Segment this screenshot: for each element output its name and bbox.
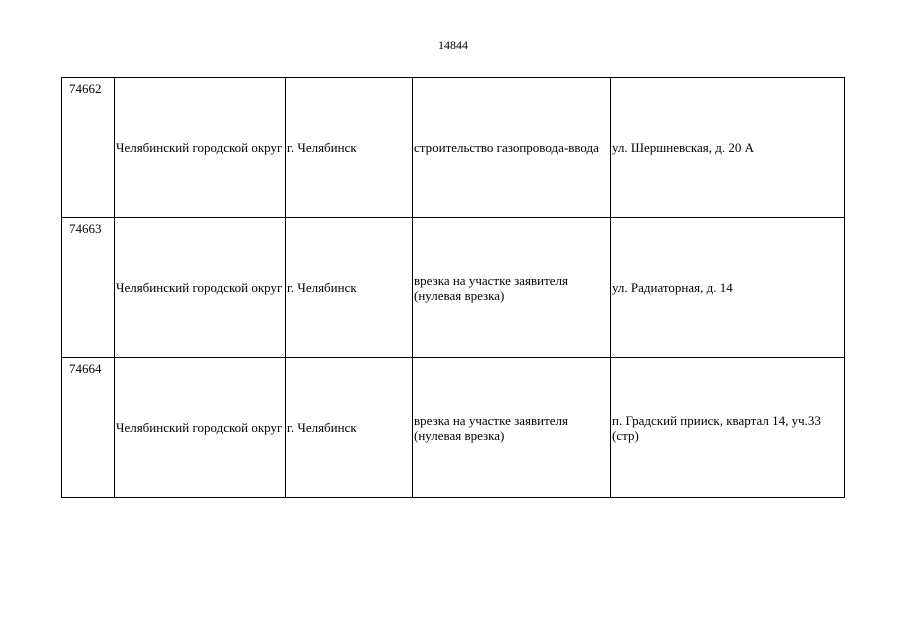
- table-row: [62, 218, 845, 358]
- record-number-cell: [62, 358, 115, 498]
- address: п. Градский прииск, квартал 14, уч.33 (стр): [612, 412, 821, 443]
- work-type-cell: [413, 218, 611, 358]
- locality-cell: [286, 218, 413, 358]
- work-type-cell: [413, 78, 611, 218]
- records-table: [61, 77, 845, 498]
- record-number: 74662: [69, 81, 102, 96]
- address-cell: [611, 78, 845, 218]
- record-number-cell: [62, 218, 115, 358]
- work-type: врезка на участке заявителя (нулевая врезка): [414, 412, 568, 443]
- table-row: [62, 358, 845, 498]
- record-number: 74663: [69, 221, 102, 236]
- record-number: 74664: [69, 361, 102, 376]
- locality-cell: [286, 358, 413, 498]
- district-name: Челябинский городской округ: [116, 280, 283, 295]
- page-number: 14844: [438, 38, 468, 52]
- address: ул. Шершневская, д. 20 А: [612, 140, 754, 155]
- work-type-cell: [413, 358, 611, 498]
- district-cell: [115, 218, 286, 358]
- record-number-cell: [62, 78, 115, 218]
- address: ул. Радиаторная, д. 14: [612, 280, 733, 295]
- district-name: Челябинский городской округ: [116, 420, 283, 435]
- address-cell: [611, 218, 845, 358]
- locality-name: г. Челябинск: [287, 140, 357, 155]
- address-cell: [611, 358, 845, 498]
- district-cell: [115, 78, 286, 218]
- work-type: врезка на участке заявителя (нулевая врезка): [414, 272, 568, 303]
- locality-cell: [286, 78, 413, 218]
- table-row: [62, 78, 845, 218]
- locality-name: г. Челябинск: [287, 420, 357, 435]
- district-name: Челябинский городской округ: [116, 140, 283, 155]
- work-type: строительство газопровода-ввода: [414, 140, 599, 155]
- locality-name: г. Челябинск: [287, 280, 357, 295]
- district-cell: [115, 358, 286, 498]
